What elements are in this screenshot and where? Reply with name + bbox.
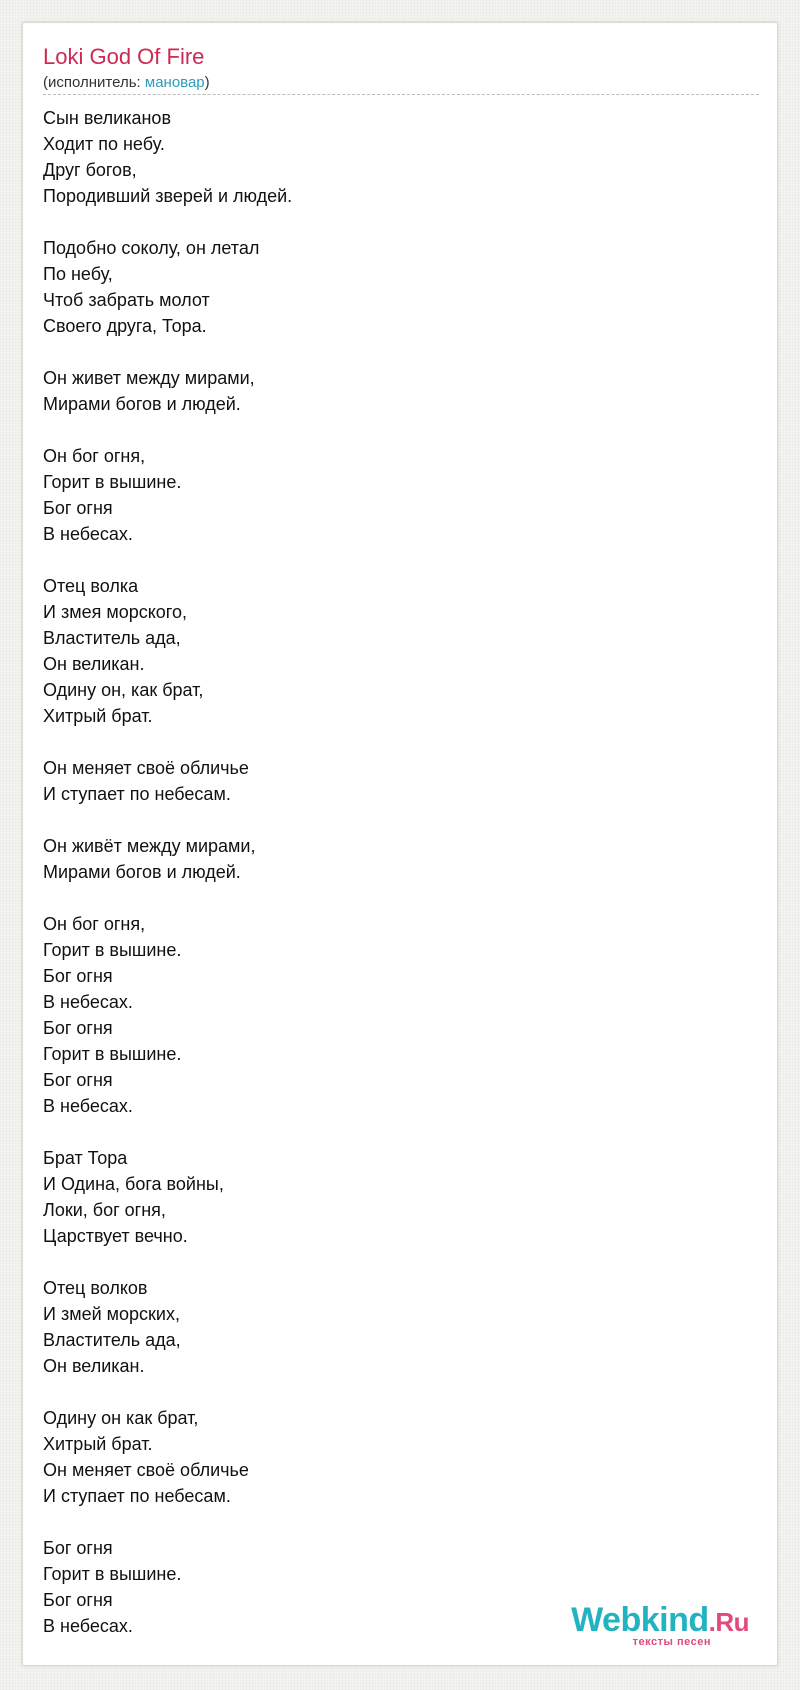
webkind-logo[interactable] xyxy=(559,1601,749,1649)
lyrics-line: Властитель ада, xyxy=(43,628,181,648)
lyrics-line: Бог огня xyxy=(43,498,113,518)
artist-suffix: ) xyxy=(204,74,210,91)
lyrics-line: Отец волков xyxy=(43,1278,148,1298)
lyrics-line: Он меняет своё обличье xyxy=(43,1460,249,1480)
lyrics-line: Мирами богов и людей. xyxy=(43,862,241,882)
lyrics-line: Подобно соколу, он летал xyxy=(43,238,260,258)
lyrics-stanza xyxy=(43,365,743,417)
lyrics-line: Своего друга, Тора. xyxy=(43,316,207,336)
logo-tagline: тексты песен xyxy=(632,1636,711,1648)
lyrics-line: Мирами богов и людей. xyxy=(43,394,241,414)
lyrics-line: Отец волка xyxy=(43,576,139,596)
lyrics-line: И змея морского, xyxy=(43,602,187,622)
lyrics-line: Горит в вышине. xyxy=(43,1564,182,1584)
lyrics-line: Одину он как брат, xyxy=(43,1408,199,1428)
lyrics-line: В небесах. xyxy=(43,1096,133,1116)
lyrics-line: Ходит по небу. xyxy=(43,134,165,154)
lyrics-line: И ступает по небесам. xyxy=(43,1486,231,1506)
lyrics-stanza xyxy=(43,235,743,339)
lyrics-line: В небесах. xyxy=(43,992,133,1012)
lyrics-line: Он великан. xyxy=(43,654,145,674)
lyrics-line: Брат Тора xyxy=(43,1148,128,1168)
lyrics-stanza xyxy=(43,833,743,885)
lyrics-card xyxy=(22,22,778,1666)
lyrics-line: И Одина, бога войны, xyxy=(43,1174,224,1194)
logo-name: Webkind xyxy=(571,1601,709,1639)
lyrics-line: Породивший зверей и людей. xyxy=(43,186,293,206)
lyrics-line: Одину он, как брат, xyxy=(43,680,204,700)
lyrics-line: В небесах. xyxy=(43,524,133,544)
lyrics-line: Хитрый брат. xyxy=(43,706,153,726)
lyrics-line: И ступает по небесам. xyxy=(43,784,231,804)
title-divider xyxy=(43,94,759,95)
lyrics-line: Локи, бог огня, xyxy=(43,1200,166,1220)
lyrics-line: Бог огня xyxy=(43,1018,113,1038)
lyrics-line: Хитрый брат. xyxy=(43,1434,153,1454)
lyrics-stanza xyxy=(43,1145,743,1249)
lyrics-line: Он бог огня, xyxy=(43,914,146,934)
lyrics-line: Горит в вышине. xyxy=(43,472,182,492)
lyrics-line: Он живёт между мирами, xyxy=(43,836,256,856)
lyrics-line: В небесах. xyxy=(43,1616,133,1636)
lyrics-line: И змей морских, xyxy=(43,1304,180,1324)
lyrics-line: Друг богов, xyxy=(43,160,137,180)
lyrics-stanza xyxy=(43,1275,743,1379)
lyrics-line: По небу, xyxy=(43,264,113,284)
lyrics-stanza xyxy=(43,443,743,547)
lyrics-line: Чтоб забрать молот xyxy=(43,290,210,310)
lyrics-stanza xyxy=(43,1405,743,1509)
lyrics-line: Он живет между мирами, xyxy=(43,368,255,388)
lyrics-line: Он великан. xyxy=(43,1356,145,1376)
lyrics-line: Горит в вышине. xyxy=(43,1044,182,1064)
lyrics-line: Сын великанов xyxy=(43,108,172,128)
lyrics-line: Он меняет своё обличье xyxy=(43,758,249,778)
lyrics-line: Горит в вышине. xyxy=(43,940,182,960)
song-title: Loki God Of Fire xyxy=(43,44,205,69)
lyrics-stanza xyxy=(43,105,743,209)
artist-prefix: (исполнитель: xyxy=(43,74,145,91)
artist-link[interactable]: мановар xyxy=(144,74,205,91)
lyrics-stanza xyxy=(43,911,743,1119)
lyrics-stanza xyxy=(43,573,743,729)
lyrics-line: Бог огня xyxy=(43,1070,113,1090)
lyrics-line: Царствует вечно. xyxy=(43,1226,188,1246)
logo-tld: .Ru xyxy=(708,1607,749,1637)
artist-byline xyxy=(43,73,210,93)
lyrics-line: Бог огня xyxy=(43,966,113,986)
lyrics-text xyxy=(43,105,743,1665)
lyrics-line: Бог огня xyxy=(43,1538,113,1558)
lyrics-stanza xyxy=(43,755,743,807)
lyrics-line: Он бог огня, xyxy=(43,446,146,466)
lyrics-line: Бог огня xyxy=(43,1590,113,1610)
lyrics-line: Властитель ада, xyxy=(43,1330,181,1350)
